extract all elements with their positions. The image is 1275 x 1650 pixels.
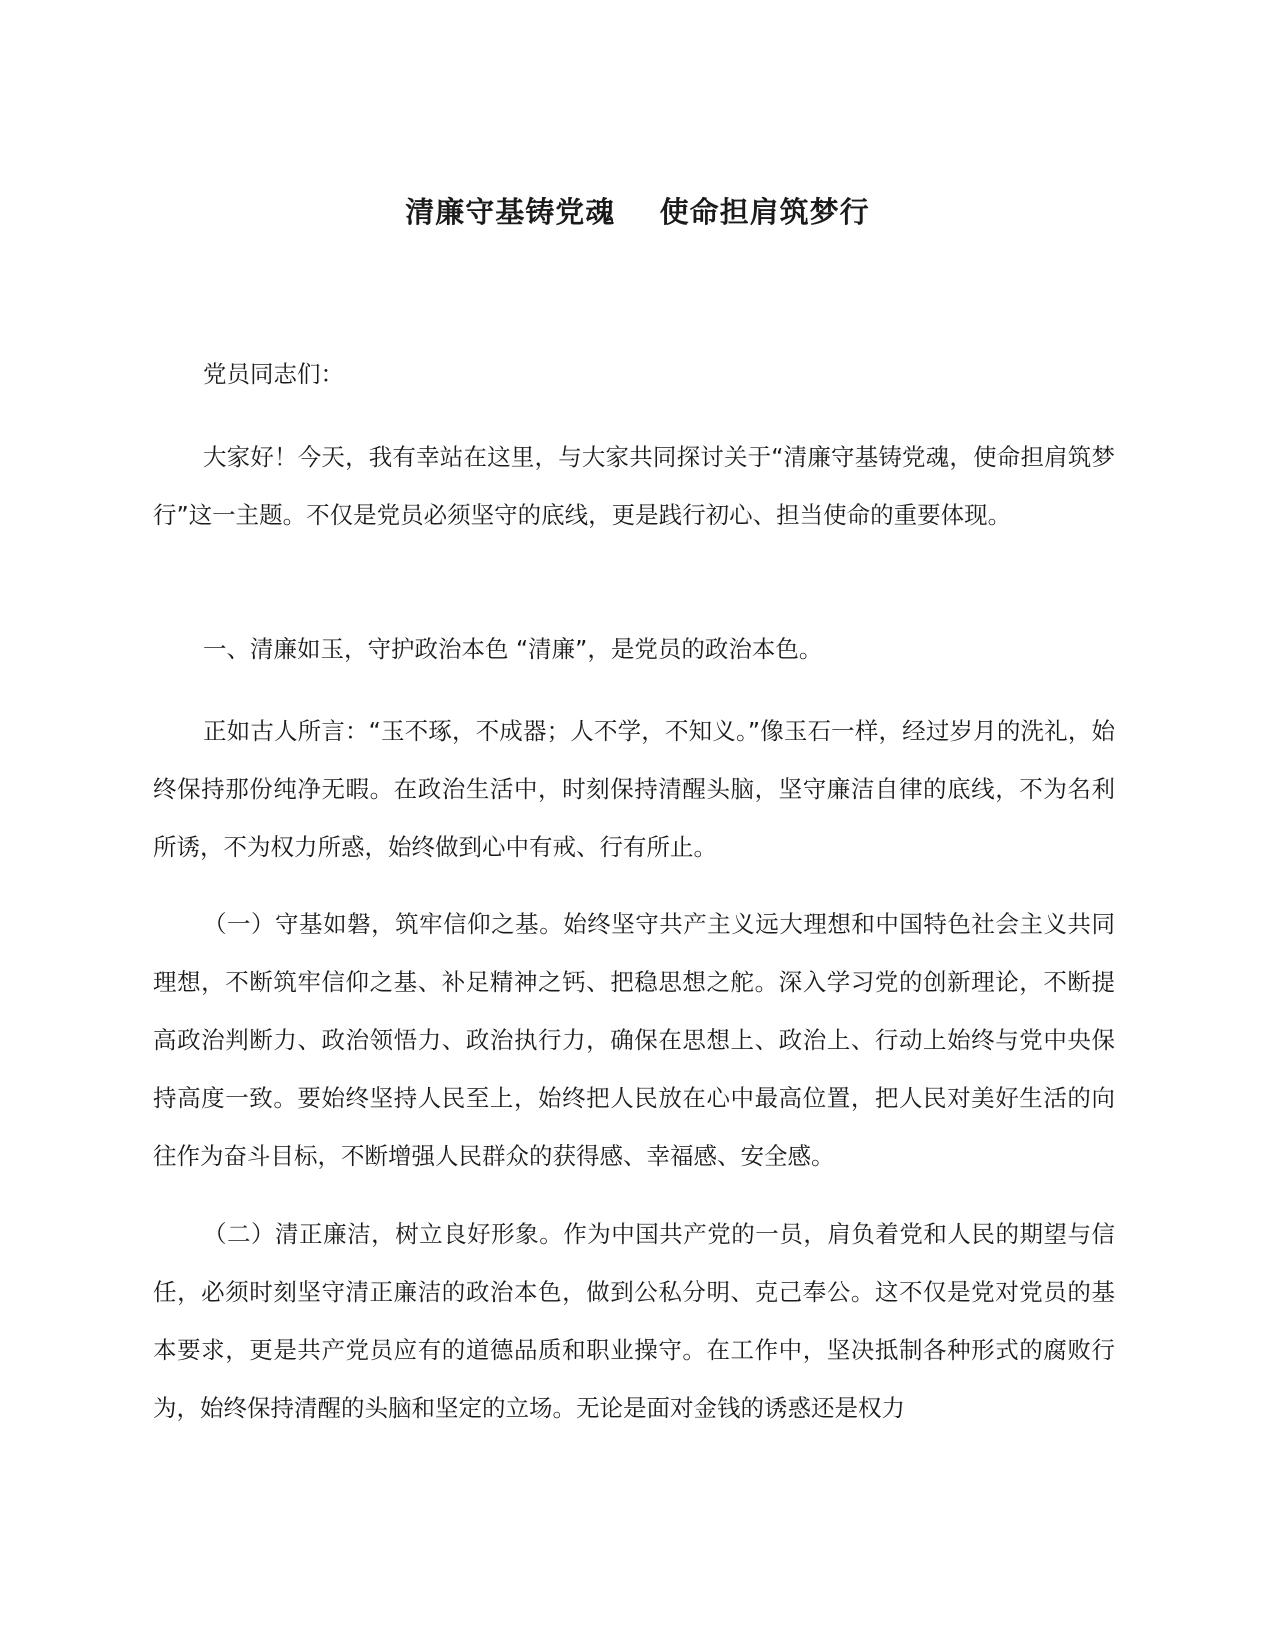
paragraph-quote: 正如古人所言：“玉不琢，不成器；人不学，不知义。”像玉石一样，经过岁月的洗礼，始终保持那份纯净无暇。在政治生活中，时刻保持清醒头脑，坚守廉洁自律的底线，不为名利所诱，不为权力所惑，始终做到心中有戒、行有所止。 bbox=[153, 717, 1115, 861]
document-title: 清廉守基铸党魂 使命担肩筑梦行 bbox=[405, 195, 870, 229]
section-heading-1: 一、清廉如玉，守护政治本色 “清廉”，是党员的政治本色。 bbox=[203, 635, 823, 663]
paragraph-subsection-1: （一）守基如磐，筑牢信仰之基。始终坚守共产主义远大理想和中国特色社会主义共同理想，不断筑牢信仰之基、补足精神之钙、把稳思想之舵。深入学习党的创新理论，不断提高政治判断力、政治领悟力、政治执行力，确保在思想上、政治上、行动上始终与党中央保持高度一致。要始终坚持人民至上，始终把人民放在心中最高位置，把人民对美好生活的向往作为奋斗目标，不断增强人民群众的获得感、幸福感、安全感。 bbox=[153, 910, 1115, 1170]
salutation: 党员同志们： bbox=[203, 360, 344, 388]
paragraph-subsection-2: （二）清正廉洁，树立良好形象。作为中国共产党的一员，肩负着党和人民的期望与信任，必须时刻坚守清正廉洁的政治本色，做到公私分明、克己奉公。这不仅是党对党员的基本要求，更是共产党员应有的道德品质和职业操守。在工作中，坚决抵制各种形式的腐败行为，始终保持清醒的头脑和坚定的立场。无论是面对金钱的诱惑还是权力 bbox=[153, 1220, 1115, 1422]
paragraph-intro: 大家好！今天，我有幸站在这里，与大家共同探讨关于“清廉守基铸党魂，使命担肩筑梦行”这一主题。不仅是党员必须坚守的底线，更是践行初心、担当使命的重要体现。 bbox=[153, 443, 1115, 529]
